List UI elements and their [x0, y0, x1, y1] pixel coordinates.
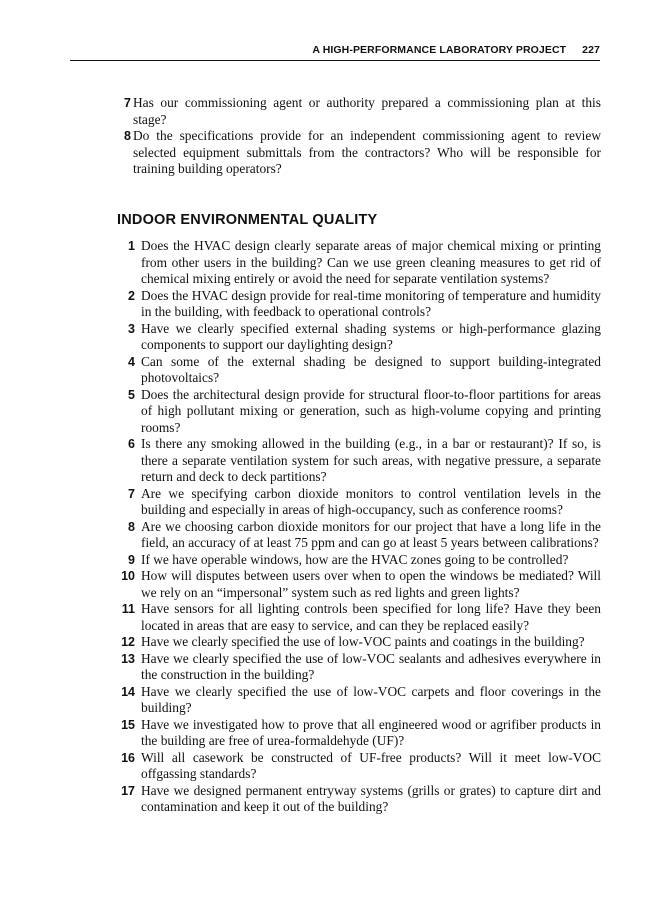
list-item	[117, 783, 601, 816]
list-item	[117, 238, 601, 288]
item-number: 7	[124, 96, 131, 110]
item-text: Have we clearly specified the use of low-VOC carpets and floor coverings in the building?	[141, 683, 601, 715]
item-number: 8	[128, 519, 135, 534]
list-item	[117, 684, 601, 717]
item-text: Have we clearly specified the use of low-VOC sealants and adhesives everywhere in the construction in the building?	[141, 650, 601, 682]
list-item	[117, 651, 601, 684]
list-item	[117, 436, 601, 486]
item-number: 7	[128, 486, 135, 501]
item-text: Have we investigated how to prove that all engineered wood or agrifiber products in the building are free of urea-formaldehyde (UF)?	[141, 716, 601, 748]
item-number: 11	[121, 602, 135, 616]
item-number: 14	[121, 684, 135, 699]
list-item	[117, 354, 601, 387]
item-number: 13	[121, 651, 135, 666]
ieq-question-list	[117, 238, 601, 816]
section-heading: INDOOR ENVIRONMENTAL QUALITY	[117, 212, 378, 228]
item-number: 6	[128, 437, 135, 451]
item-text: Are we specifying carbon dioxide monitors to control ventilation levels in the building and especially in areas of high-occupancy, such as conference rooms?	[141, 485, 601, 517]
list-item	[117, 288, 601, 321]
item-number: 16	[121, 750, 135, 765]
item-number: 8	[124, 129, 131, 143]
item-text: Do the specifications provide for an independent commissioning agent to review selected equipment submittals from the contractors? Who will be responsible for training building operators?	[133, 128, 601, 176]
list-item	[117, 634, 601, 651]
list-item	[117, 486, 601, 519]
item-number: 9	[128, 552, 135, 567]
item-number: 5	[128, 387, 135, 402]
list-item	[117, 128, 601, 178]
item-text: Is there any smoking allowed in the building (e.g., in a bar or restaurant)? If so, is there a separate ventilation system for such areas, with negative pressure, a separate return and deck to deck partitions?	[141, 436, 601, 484]
item-number: 3	[128, 321, 135, 336]
list-item	[117, 750, 601, 783]
item-text: Have we clearly specified the use of low-VOC paints and coatings in the building?	[141, 634, 585, 649]
item-number: 10	[121, 569, 135, 583]
item-text: Have sensors for all lighting controls been specified for long life? Have they been located in areas that are easy to service, and can they be replaced easily?	[141, 601, 601, 633]
item-text: Have we clearly specified external shading systems or high-performance glazing components to support our daylighting design?	[141, 320, 601, 352]
item-text: Does the HVAC design clearly separate areas of major chemical mixing or printing from other users in the building? Can we use green cleaning measures to get rid of chemical mixing entirely or avoid the need for separate ventilation systems?	[141, 238, 601, 286]
item-text: Does the architectural design provide for structural floor-to-floor partitions for areas of high pollutant mixing or generation, such as high-volume copying and printing rooms?	[141, 386, 601, 435]
running-header	[70, 44, 600, 61]
item-text: If we have operable windows, how are the HVAC zones going to be controlled?	[141, 551, 569, 567]
list-item	[117, 519, 601, 552]
page-number: 227	[582, 44, 600, 56]
item-number: 4	[128, 354, 135, 369]
list-item	[117, 717, 601, 750]
list-item	[117, 601, 601, 634]
list-item	[117, 321, 601, 354]
item-number: 2	[128, 288, 135, 303]
list-item	[117, 568, 601, 601]
item-text: How will disputes between users over when to open the windows be mediated? Will we rely on an “impersonal” system such as red lights and green lights?	[141, 568, 601, 600]
item-text: Does the HVAC design provide for real-time monitoring of temperature and humidity in the building, with feedback to operational controls?	[141, 287, 601, 319]
item-number: 1	[128, 239, 135, 253]
running-title: A HIGH-PERFORMANCE LABORATORY PROJECT	[312, 44, 567, 56]
item-text: Will all casework be constructed of UF-free products? Will it meet low-VOC offgassing standards?	[141, 749, 601, 781]
item-number: 15	[121, 717, 135, 732]
item-text: Have we designed permanent entryway systems (grills or grates) to capture dirt and contamination and keep it out of the building?	[141, 782, 601, 814]
list-item	[117, 95, 601, 128]
list-item	[117, 387, 601, 437]
commissioning-question-list	[117, 95, 601, 178]
item-text: Has our commissioning agent or authority prepared a commissioning plan at this stage?	[133, 95, 601, 127]
list-item	[117, 552, 601, 569]
item-text: Are we choosing carbon dioxide monitors for our project that have a long life in the field, an accuracy of at least 75 ppm and can go at least 5 years between calibrations?	[141, 518, 601, 550]
item-number: 12	[121, 635, 135, 649]
item-text: Can some of the external shading be designed to support building-integrated photovoltaics?	[141, 353, 601, 385]
item-number: 17	[121, 783, 135, 798]
